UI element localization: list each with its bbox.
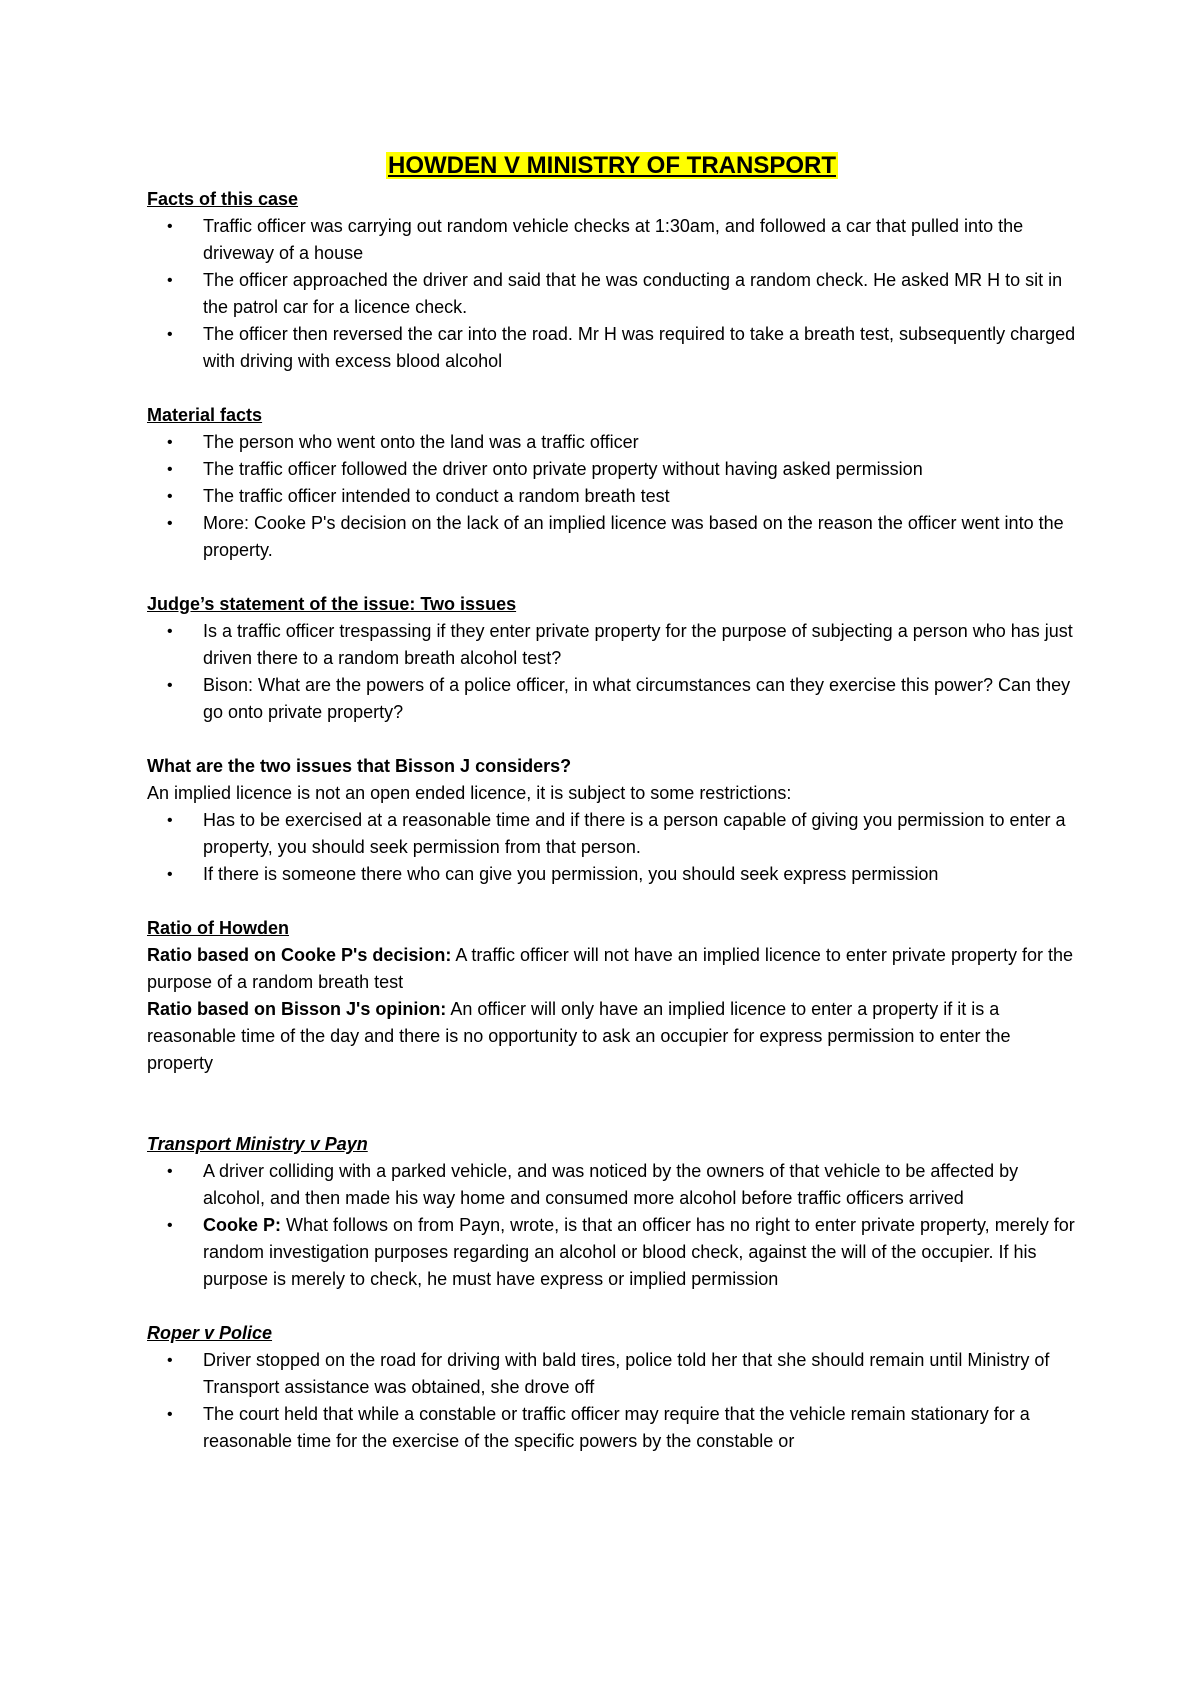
ratio-cooke-text: A traffic officer will not have an implied licence to enter private property for the purpose of a random breath test	[147, 945, 1074, 992]
ratio-bisson-label: Ratio based on Bisson J's opinion:	[147, 999, 447, 1019]
list-item-text: The traffic officer followed the driver onto private property without having asked permission	[203, 459, 923, 479]
list-item	[147, 267, 1077, 321]
list-item-text: More: Cooke P's decision on the lack of an implied licence was based on the reason the officer went into the property.	[203, 513, 1064, 560]
payn-heading: Transport Ministry v Payn	[147, 1134, 368, 1154]
facts-list	[147, 213, 1077, 375]
bullet-icon: •	[167, 623, 173, 640]
payn-cooke-label: Cooke P:	[203, 1215, 282, 1235]
list-item-text: Driver stopped on the road for driving with bald tires, police told her that she should remain until Ministry of Transport assistance was obtained, she drove off	[203, 1350, 1050, 1397]
ratio-cooke-label: Ratio based on Cooke P's decision:	[147, 945, 452, 965]
list-item	[147, 1212, 1077, 1293]
bullet-icon: •	[167, 326, 173, 343]
document-page	[147, 150, 1077, 1455]
list-item-text: Is a traffic officer trespassing if they enter private property for the purpose of subjecting a person who has just driven there to a random breath alcohol test?	[203, 621, 1073, 668]
list-item-text: What follows on from Payn, wrote, is that an officer has no right to enter private property, merely for random investigation purposes regarding an alcohol or blood check, against the will of the occupier. If his purpose is merely to check, he must have express or implied permission	[203, 1215, 1075, 1289]
list-item	[147, 672, 1077, 726]
facts-heading: Facts of this case	[147, 189, 299, 209]
list-item	[147, 1347, 1077, 1401]
bullet-icon: •	[167, 218, 173, 235]
list-item	[147, 483, 1077, 510]
bullet-icon: •	[167, 515, 173, 532]
list-item	[147, 456, 1077, 483]
spacer	[147, 1293, 1077, 1320]
bullet-icon: •	[167, 1352, 173, 1369]
list-item-text: The traffic officer intended to conduct a random breath test	[203, 486, 670, 506]
material-facts-heading: Material facts	[147, 405, 263, 425]
bullet-icon: •	[167, 434, 173, 451]
roper-list	[147, 1347, 1077, 1455]
list-item-text: The officer approached the driver and said that he was conducting a random check. He asked MR H to sit in the patrol car for a licence check.	[203, 270, 1063, 317]
list-item	[147, 429, 1077, 456]
bullet-icon: •	[167, 1406, 173, 1423]
roper-heading: Roper v Police	[147, 1323, 273, 1343]
ratio-heading: Ratio of Howden	[147, 918, 289, 938]
bullet-icon: •	[167, 1163, 173, 1180]
ratio-bisson	[147, 996, 1077, 1077]
list-item	[147, 213, 1077, 267]
document-title	[147, 150, 1077, 182]
list-item	[147, 510, 1077, 564]
list-item-text: The court held that while a constable or traffic officer may require that the vehicle remain stationary for a reasonable time for the exercise of the specific powers by the constable or	[203, 1404, 1030, 1451]
bullet-icon: •	[167, 677, 173, 694]
list-item	[147, 861, 1077, 888]
issues-heading: Judge’s statement of the issue: Two issues	[147, 594, 517, 614]
list-item	[147, 1158, 1077, 1212]
list-item-text: Traffic officer was carrying out random vehicle checks at 1:30am, and followed a car that pulled into the driveway of a house	[203, 216, 1024, 263]
bullet-icon: •	[167, 461, 173, 478]
list-item	[147, 618, 1077, 672]
list-item	[147, 1401, 1077, 1455]
ratio-bisson-text: An officer will only have an implied licence to enter a property if it is a reasonable time of the day and there is no opportunity to ask an occupier for express permission to enter the property	[147, 999, 1011, 1073]
bullet-icon: •	[167, 1217, 173, 1234]
bullet-icon: •	[167, 866, 173, 883]
bisson-intro: An implied licence is not an open ended licence, it is subject to some restrictions:	[147, 783, 792, 803]
issues-list	[147, 618, 1077, 726]
list-item-text: The officer then reversed the car into the road. Mr H was required to take a breath test, subsequently charged with driving with excess blood alcohol	[203, 324, 1076, 371]
bullet-icon: •	[167, 812, 173, 829]
list-item-text: Bison: What are the powers of a police officer, in what circumstances can they exercise this power? Can they go onto private property?	[203, 675, 1071, 722]
title-highlight: HOWDEN V MINISTRY OF TRANSPORT	[387, 152, 836, 179]
list-item-text: If there is someone there who can give you permission, you should seek express permission	[203, 864, 939, 884]
bisson-heading: What are the two issues that Bisson J considers?	[147, 756, 572, 776]
spacer	[147, 564, 1077, 591]
spacer	[147, 726, 1077, 753]
bullet-icon: •	[167, 272, 173, 289]
bisson-list	[147, 807, 1077, 888]
material-facts-list	[147, 429, 1077, 564]
payn-list	[147, 1158, 1077, 1293]
spacer	[147, 888, 1077, 915]
list-item-text: A driver colliding with a parked vehicle, and was noticed by the owners of that vehicle to be affected by alcohol, and then made his way home and consumed more alcohol before traffic officers arrived	[203, 1161, 1019, 1208]
list-item	[147, 321, 1077, 375]
bullet-icon: •	[167, 488, 173, 505]
list-item-text: The person who went onto the land was a traffic officer	[203, 432, 639, 452]
spacer	[147, 1077, 1077, 1131]
ratio-cooke	[147, 942, 1077, 996]
list-item-text: Has to be exercised at a reasonable time and if there is a person capable of giving you permission to enter a property, you should seek permission from that person.	[203, 810, 1066, 857]
spacer	[147, 375, 1077, 402]
list-item	[147, 807, 1077, 861]
